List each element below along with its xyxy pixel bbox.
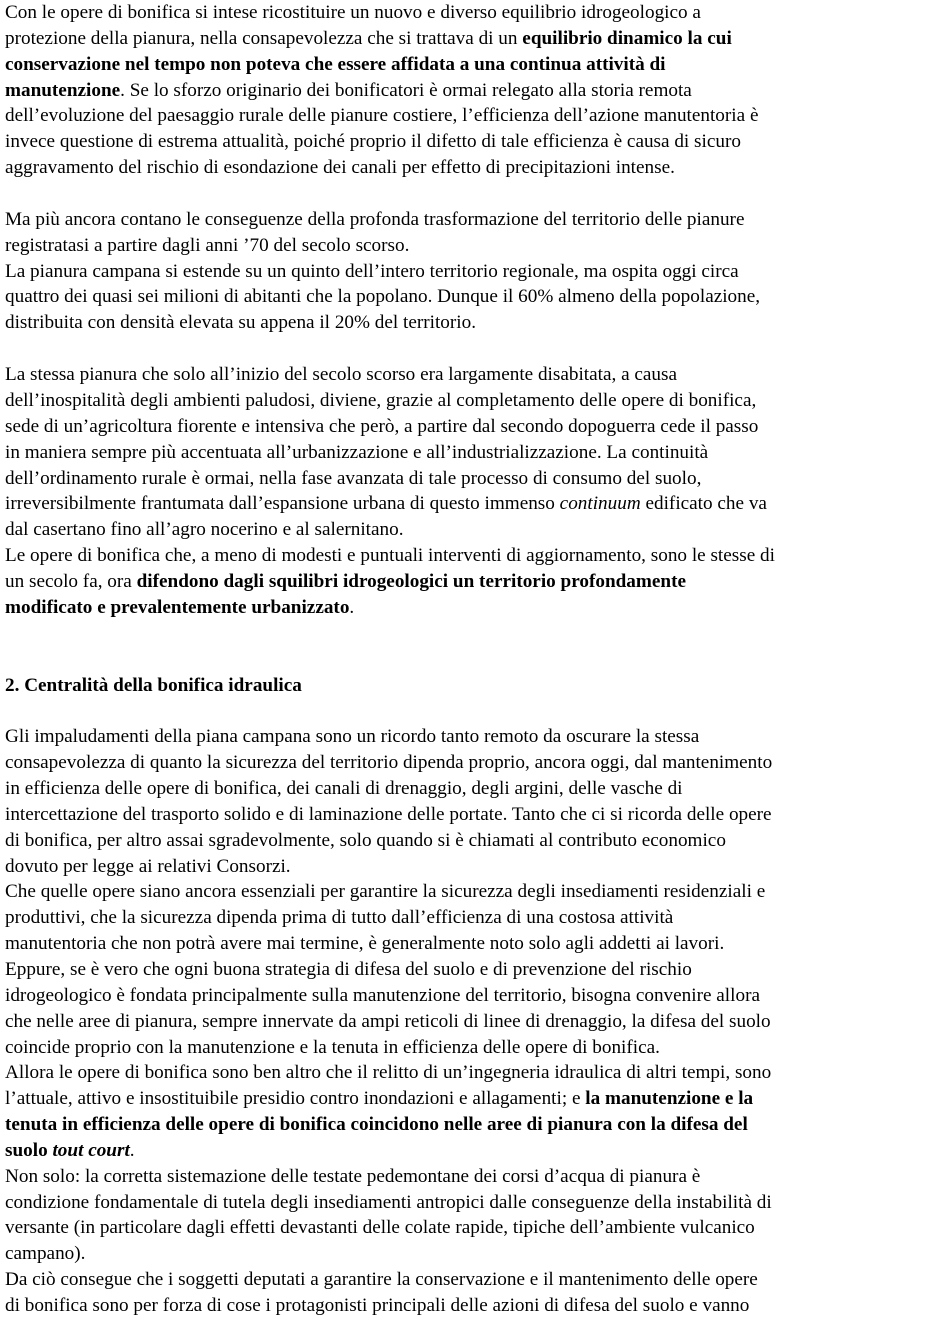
- paragraph: [5, 543, 923, 621]
- text-line: [5, 543, 923, 569]
- text-line: [5, 26, 923, 52]
- paragraph-gap: [5, 621, 923, 673]
- text-line: [5, 129, 923, 155]
- text-run: in efficienza delle opere di bonifica, dei canali di drenaggio, degli argini, delle vasche di: [5, 778, 683, 800]
- text-run: Da ciò consegue che i soggetti deputati a garantire la conservazione e il mantenimento delle opere: [5, 1269, 758, 1291]
- text-run: coincide proprio con la manutenzione e la tenuta in efficienza delle opere di bonifica.: [5, 1036, 660, 1058]
- text-line: [5, 414, 923, 440]
- text-run: Che quelle opere siano ancora essenziali per garantire la sicurezza degli insediamenti residenziali e: [5, 881, 766, 903]
- text-line: [5, 1112, 923, 1138]
- bold-run: la manutenzione e la: [585, 1088, 754, 1110]
- text-line: [5, 440, 923, 466]
- document-page: [5, 0, 923, 1319]
- text-run: produttivi, che la sicurezza dipenda prima di tutto dall’efficienza di una costosa attività: [5, 907, 674, 929]
- text-run: invece questione di estrema attualità, poiché proprio il difetto di tale efficienza è causa di sicuro: [5, 131, 741, 153]
- paragraph-gap: [5, 698, 923, 724]
- paragraph-gap: [5, 181, 923, 207]
- text-line: [5, 259, 923, 285]
- bold-run: suolo: [5, 1139, 53, 1161]
- paragraph: [5, 207, 923, 259]
- text-run: dell’inospitalità degli ambienti paludosi, diviene, grazie al completamento delle opere di bonifica,: [5, 389, 757, 411]
- text-line: [5, 828, 923, 854]
- text-run: condizione fondamentale di tutela degli insediamenti antropici dalle conseguenze della instabilità di: [5, 1191, 772, 1213]
- paragraph: [5, 879, 923, 957]
- text-run: Le opere di bonifica che, a meno di modesti e puntuali interventi di aggiornamento, sono le stesse di: [5, 545, 775, 567]
- text-line: [5, 233, 923, 259]
- text-run: manutentoria che non potrà avere mai termine, è generalmente noto solo agli addetti ai lavori.: [5, 933, 725, 955]
- paragraph: [5, 1267, 923, 1319]
- text-run: intercettazione del trasporto solido e di laminazione delle portate. Tanto che ci si ricorda delle opere: [5, 803, 772, 825]
- text-run: .: [129, 1139, 135, 1161]
- text-run: un secolo fa, ora: [5, 570, 137, 592]
- text-line: [5, 52, 923, 78]
- text-run: versante (in particolare dagli effetti devastanti delle colate rapide, tipiche dell’ambiente vulcanico: [5, 1217, 755, 1239]
- text-line: [5, 310, 923, 336]
- text-line: [5, 724, 923, 750]
- text-run: protezione della pianura, nella consapevolezza che si trattava di un: [5, 27, 523, 49]
- text-line: [5, 750, 923, 776]
- text-run: Eppure, se è vero che ogni buona strategia di difesa del suolo e di prevenzione del rischio: [5, 959, 692, 980]
- bold-run: 2. Centralità della bonifica idraulica: [5, 674, 302, 696]
- text-line: [5, 207, 923, 233]
- text-line: [5, 983, 923, 1009]
- text-run: dell’ordinamento rurale è ormai, nella fase avanzata di tale processo di consumo del suolo,: [5, 467, 702, 489]
- text-line: [5, 776, 923, 802]
- text-run: che nelle aree di pianura, sempre innervate da ampi reticoli di linee di drenaggio, la difesa del suolo: [5, 1010, 771, 1032]
- text-line: [5, 957, 923, 983]
- text-line: [5, 1241, 923, 1267]
- text-line: [5, 1086, 923, 1112]
- text-line: [5, 284, 923, 310]
- text-line: [5, 1215, 923, 1241]
- text-run: Non solo: la corretta sistemazione delle testate pedemontane dei corsi d’acqua di pianura è: [5, 1165, 701, 1187]
- text-run: quattro dei quasi sei milioni di abitanti che la popolano. Dunque il 60% almeno della popolazione,: [5, 286, 761, 308]
- text-run: consapevolezza di quanto la sicurezza del territorio dipenda proprio, ancora oggi, dal mantenimento: [5, 752, 773, 774]
- text-run: irreversibilmente frantumata dall’espansione urbana di questo immenso: [5, 493, 560, 515]
- text-line: [5, 1293, 923, 1319]
- text-line: [5, 155, 923, 181]
- paragraph: [5, 0, 923, 181]
- text-run: Gli impaludamenti della piana campana sono un ricordo tanto remoto da oscurare la stessa: [5, 726, 700, 748]
- paragraph: [5, 1060, 923, 1163]
- text-line: [5, 802, 923, 828]
- text-line: [5, 491, 923, 517]
- text-line: [5, 595, 923, 621]
- text-run: dovuto per legge ai relativi Consorzi.: [5, 855, 291, 877]
- text-run: Con le opere di bonifica si intese ricostituire un nuovo e diverso equilibrio idrogeologico a: [5, 2, 701, 23]
- bold-run: difendono dagli squilibri idrogeologici un territorio profondamente: [136, 570, 686, 592]
- text-line: [5, 466, 923, 492]
- text-run: in maniera sempre più accentuata all’urbanizzazione e all’industrializzazione. La continuità: [5, 441, 709, 463]
- text-line: [5, 1138, 923, 1164]
- paragraph: [5, 724, 923, 879]
- text-run: dell’evoluzione del paesaggio rurale delle pianure costiere, l’efficienza dell’azione manutentoria è: [5, 105, 759, 127]
- text-run: edificato che va: [640, 493, 767, 515]
- paragraph: [5, 259, 923, 337]
- text-run: registratasi a partire dagli anni ’70 del secolo scorso.: [5, 234, 410, 256]
- text-run: La stessa pianura che solo all’inizio del secolo scorso era largamente disabitata, a causa: [5, 364, 678, 386]
- text-line: [5, 673, 923, 699]
- text-line: [5, 362, 923, 388]
- bold-run: [52, 1140, 129, 1161]
- paragraph-gap: [5, 336, 923, 362]
- text-line: [5, 0, 923, 26]
- text-line: [5, 931, 923, 957]
- text-line: [5, 103, 923, 129]
- text-run: di bonifica sono per forza di cose i protagonisti principali delle azioni di difesa del suolo e vanno: [5, 1294, 750, 1316]
- text-line: [5, 879, 923, 905]
- text-line: [5, 78, 923, 104]
- text-run: .: [349, 596, 355, 618]
- text-run: Allora le opere di bonifica sono ben altro che il relitto di un’ingegneria idraulica di altri tempi, sono: [5, 1062, 772, 1084]
- text-line: [5, 1009, 923, 1035]
- section-heading: [5, 673, 923, 699]
- text-run: Ma più ancora contano le conseguenze della profonda trasformazione del territorio delle pianure: [5, 208, 745, 230]
- bold-run: manutenzione: [5, 79, 121, 101]
- text-line: [5, 905, 923, 931]
- text-line: [5, 388, 923, 414]
- paragraph: [5, 1164, 923, 1267]
- bold-run: conservazione nel tempo non poteva che essere affidata a una continua attività di: [5, 53, 666, 75]
- text-run: La pianura campana si estende su un quinto dell’intero territorio regionale, ma ospita oggi circa: [5, 260, 739, 282]
- text-line: [5, 1164, 923, 1190]
- paragraph: [5, 957, 923, 1060]
- text-line: [5, 854, 923, 880]
- text-run: di bonifica, per altro assai sgradevolmente, solo quando si è chiamati al contributo economico: [5, 829, 726, 851]
- emphasis-run: tout court: [52, 1139, 130, 1161]
- italic-run: continuum: [559, 493, 641, 515]
- text-run: sede di un’agricoltura fiorente e intensiva che però, a partire dal secondo dopoguerra cede il passo: [5, 415, 759, 437]
- text-line: [5, 569, 923, 595]
- bold-run: modificato e prevalentemente urbanizzato: [5, 596, 350, 618]
- text-run: campano).: [5, 1243, 86, 1265]
- bold-run: tenuta in efficienza delle opere di bonifica coincidono nelle aree di pianura con la difesa del: [5, 1114, 748, 1136]
- bold-run: equilibrio dinamico la cui: [522, 27, 732, 49]
- text-run: distribuita con densità elevata su appena il 20% del territorio.: [5, 312, 477, 334]
- text-run: . Se lo sforzo originario dei bonificatori è ormai relegato alla storia remota: [120, 79, 692, 101]
- paragraph: [5, 362, 923, 543]
- text-line: [5, 517, 923, 543]
- text-run: dal casertano fino all’agro nocerino e al salernitano.: [5, 519, 404, 541]
- text-line: [5, 1060, 923, 1086]
- text-line: [5, 1190, 923, 1216]
- text-run: aggravamento del rischio di esondazione dei canali per effetto di precipitazioni intense.: [5, 157, 675, 179]
- text-run: l’attuale, attivo e insostituibile presidio contro inondazioni e allagamenti; e: [5, 1088, 586, 1110]
- text-line: [5, 1035, 923, 1061]
- text-run: idrogeologico è fondata principalmente sulla manutenzione del territorio, bisogna convenire allora: [5, 984, 760, 1006]
- text-line: [5, 1267, 923, 1293]
